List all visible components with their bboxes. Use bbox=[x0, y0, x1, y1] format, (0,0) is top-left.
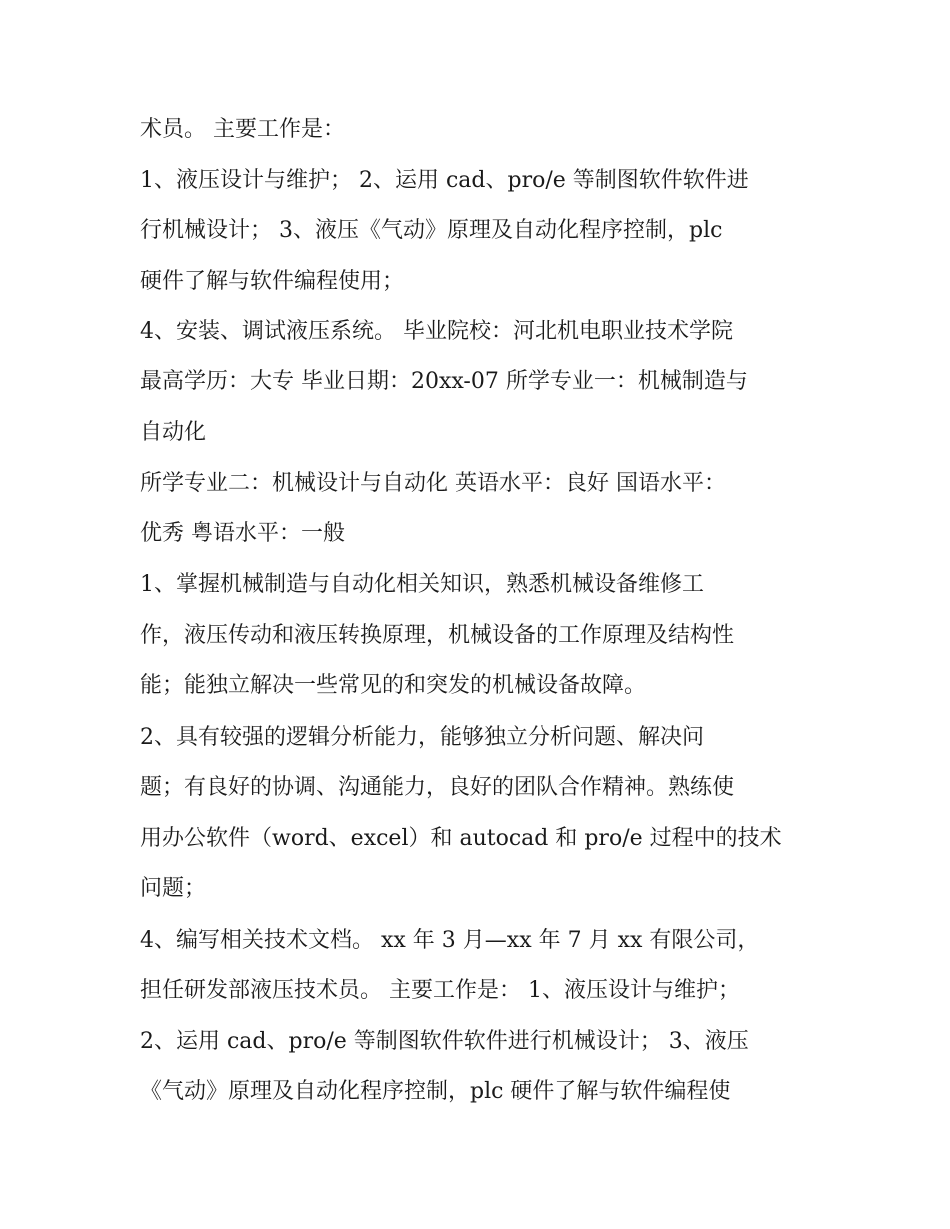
text-line: 4、安装、调试液压系统。 毕业院校：河北机电职业技术学院 bbox=[140, 319, 733, 344]
text-line: 担任研发部液压技术员。 主要工作是： 1、液压设计与维护； bbox=[140, 978, 740, 1003]
text-line: 题；有良好的协调、沟通能力，良好的团队合作精神。熟练使 bbox=[140, 775, 735, 800]
text-line: 2、运用 cad、pro/e 等制图软件软件进行机械设计； 3、液压 bbox=[140, 1029, 749, 1054]
text-line: 自动化 bbox=[140, 420, 207, 445]
text-line: 问题； bbox=[140, 876, 207, 901]
text-line: 《气动》原理及自动化程序控制，plc 硬件了解与软件编程使 bbox=[140, 1079, 731, 1104]
text-line: 能；能独立解决一些常见的和突发的机械设备故障。 bbox=[140, 673, 647, 698]
text-line: 1、掌握机械制造与自动化相关知识，熟悉机械设备维修工 bbox=[140, 572, 704, 597]
text-line: 硬件了解与软件编程使用； bbox=[140, 269, 405, 294]
text-line: 术员。 主要工作是： bbox=[140, 117, 345, 142]
text-line: 用办公软件（word、excel）和 autocad 和 pro/e 过程中的技术 bbox=[140, 826, 782, 851]
text-line: 2、具有较强的逻辑分析能力，能够独立分析问题、解决问 bbox=[140, 725, 704, 750]
text-line: 最高学历：大专 毕业日期：20xx-07 所学专业一：机械制造与 bbox=[140, 369, 748, 394]
text-line: 作，液压传动和液压转换原理，机械设备的工作原理及结构性 bbox=[140, 623, 735, 648]
text-line: 行机械设计； 3、液压《气动》原理及自动化程序控制，plc bbox=[140, 218, 723, 243]
text-line: 1、液压设计与维护； 2、运用 cad、pro/e 等制图软件软件进 bbox=[140, 168, 749, 193]
text-line: 所学专业二：机械设计与自动化 英语水平：良好 国语水平： bbox=[140, 471, 726, 496]
text-line: 优秀 粤语水平：一般 bbox=[140, 521, 345, 546]
text-line: 4、编写相关技术文档。 xx 年 3 月—xx 年 7 月 xx 有限公司， bbox=[140, 928, 760, 953]
